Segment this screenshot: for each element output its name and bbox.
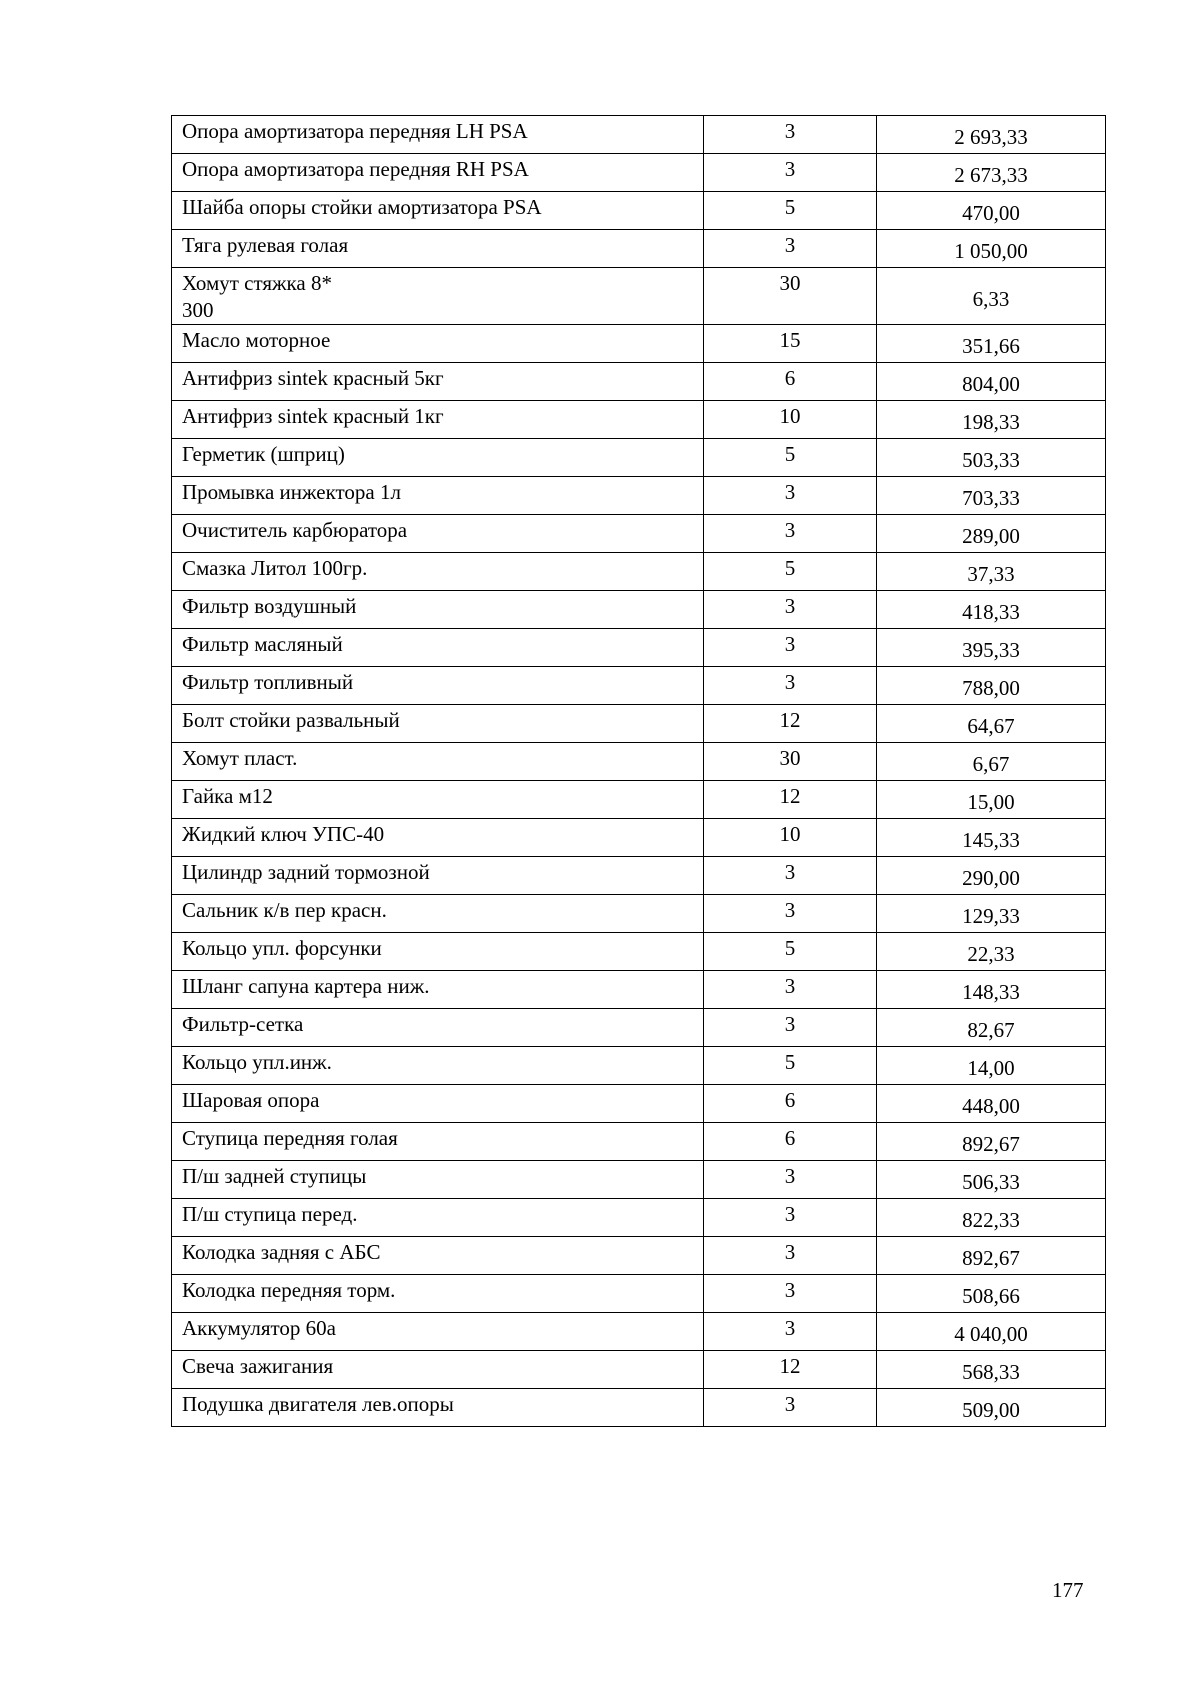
item-name-cell — [172, 1009, 704, 1047]
item-price: 892,67 — [877, 1237, 1106, 1275]
item-price: 509,00 — [877, 1389, 1106, 1427]
table-row — [172, 667, 1106, 705]
item-quantity: 5 — [704, 553, 877, 591]
item-price: 15,00 — [877, 781, 1106, 819]
item-quantity: 3 — [704, 667, 877, 705]
item-name: П/ш ступица перед. — [182, 1202, 358, 1226]
item-name: Шаровая опора — [182, 1088, 320, 1112]
item-name: Антифриз sintek красный 5кг — [182, 366, 444, 390]
item-name: Кольцо упл.инж. — [182, 1050, 332, 1074]
parts-table-body — [172, 116, 1106, 1427]
item-name-cell — [172, 895, 704, 933]
item-name-cell — [172, 401, 704, 439]
item-price: 503,33 — [877, 439, 1106, 477]
table-row — [172, 401, 1106, 439]
item-quantity: 3 — [704, 515, 877, 553]
table-row — [172, 895, 1106, 933]
table-row — [172, 1123, 1106, 1161]
item-price: 892,67 — [877, 1123, 1106, 1161]
item-name-cell — [172, 629, 704, 667]
item-quantity: 30 — [704, 743, 877, 781]
item-quantity: 3 — [704, 1275, 877, 1313]
item-name: Колодка задняя с АБС — [182, 1240, 381, 1264]
table-row — [172, 629, 1106, 667]
item-name: Масло моторное — [182, 328, 331, 352]
item-name-cell — [172, 1237, 704, 1275]
item-name: Колодка передняя торм. — [182, 1278, 396, 1302]
item-name: Опора амортизатора передняя RH PSA — [182, 157, 529, 181]
item-name: П/ш задней ступицы — [182, 1164, 367, 1188]
table-row — [172, 439, 1106, 477]
item-quantity: 6 — [704, 1123, 877, 1161]
table-row — [172, 1199, 1106, 1237]
item-name: Шланг сапуна картера ниж. — [182, 974, 430, 998]
table-row — [172, 230, 1106, 268]
table-row — [172, 515, 1106, 553]
item-quantity: 3 — [704, 1313, 877, 1351]
table-row — [172, 1009, 1106, 1047]
item-price: 395,33 — [877, 629, 1106, 667]
item-name: Кольцо упл. форсунки — [182, 936, 382, 960]
item-quantity: 3 — [704, 154, 877, 192]
item-price: 6,33 — [877, 268, 1106, 325]
item-quantity: 3 — [704, 1009, 877, 1047]
table-row — [172, 743, 1106, 781]
table-row — [172, 192, 1106, 230]
item-name-cell — [172, 439, 704, 477]
item-price: 4 040,00 — [877, 1313, 1106, 1351]
table-row — [172, 1237, 1106, 1275]
table-row — [172, 781, 1106, 819]
item-name-cell — [172, 553, 704, 591]
table-row — [172, 933, 1106, 971]
table-row — [172, 971, 1106, 1009]
table-row — [172, 705, 1106, 743]
item-name-cell — [172, 971, 704, 1009]
item-name-cell — [172, 363, 704, 401]
item-quantity: 3 — [704, 116, 877, 154]
item-name: Шайба опоры стойки амортизатора PSA — [182, 195, 542, 219]
item-price: 129,33 — [877, 895, 1106, 933]
item-name-cell — [172, 1389, 704, 1427]
item-price: 418,33 — [877, 591, 1106, 629]
table-row — [172, 1047, 1106, 1085]
item-quantity: 5 — [704, 933, 877, 971]
item-price: 290,00 — [877, 857, 1106, 895]
item-name: Промывка инжектора 1л — [182, 480, 401, 504]
table-row — [172, 1161, 1106, 1199]
item-price: 470,00 — [877, 192, 1106, 230]
item-name-cell — [172, 477, 704, 515]
item-name: Подушка двигателя лев.опоры — [182, 1392, 454, 1416]
item-price: 788,00 — [877, 667, 1106, 705]
item-name-cell — [172, 230, 704, 268]
item-quantity: 12 — [704, 1351, 877, 1389]
item-name: Опора амортизатора передняя LH PSA — [182, 119, 528, 143]
item-quantity: 10 — [704, 819, 877, 857]
table-row — [172, 363, 1106, 401]
item-name: Цилиндр задний тормозной — [182, 860, 430, 884]
item-price: 145,33 — [877, 819, 1106, 857]
item-price: 6,67 — [877, 743, 1106, 781]
item-name-cell — [172, 781, 704, 819]
item-name-cell — [172, 1351, 704, 1389]
item-quantity: 3 — [704, 895, 877, 933]
item-price: 198,33 — [877, 401, 1106, 439]
item-quantity: 3 — [704, 1199, 877, 1237]
item-quantity: 3 — [704, 857, 877, 895]
item-name-cell — [172, 1161, 704, 1199]
item-price: 822,33 — [877, 1199, 1106, 1237]
item-name: Сальник к/в пер красн. — [182, 898, 387, 922]
item-name: Антифриз sintek красный 1кг — [182, 404, 444, 428]
item-quantity: 5 — [704, 439, 877, 477]
item-price: 14,00 — [877, 1047, 1106, 1085]
item-name: Гайка м12 — [182, 784, 273, 808]
table-row — [172, 154, 1106, 192]
item-name: Аккумулятор 60а — [182, 1316, 336, 1340]
item-quantity: 30 — [704, 268, 877, 325]
item-price: 508,66 — [877, 1275, 1106, 1313]
item-price: 506,33 — [877, 1161, 1106, 1199]
item-name-cell — [172, 515, 704, 553]
page-number: 177 — [1052, 1578, 1084, 1602]
item-name-cell — [172, 667, 704, 705]
table-row — [172, 1389, 1106, 1427]
table-row — [172, 116, 1106, 154]
item-quantity: 3 — [704, 629, 877, 667]
item-quantity: 10 — [704, 401, 877, 439]
item-name-cell — [172, 857, 704, 895]
item-name: Смазка Литол 100гр. — [182, 556, 368, 580]
item-quantity: 12 — [704, 781, 877, 819]
item-quantity: 5 — [704, 192, 877, 230]
item-price: 148,33 — [877, 971, 1106, 1009]
item-name-cell — [172, 1275, 704, 1313]
item-name-cell — [172, 705, 704, 743]
table-row — [172, 325, 1106, 363]
table-row — [172, 591, 1106, 629]
item-name-cell — [172, 933, 704, 971]
item-name: Герметик (шприц) — [182, 442, 345, 466]
table-row — [172, 268, 1106, 325]
item-name: Фильтр воздушный — [182, 594, 357, 618]
item-name-cell — [172, 1085, 704, 1123]
item-price: 289,00 — [877, 515, 1106, 553]
table-row — [172, 1351, 1106, 1389]
item-name: Фильтр масляный — [182, 632, 343, 656]
item-name: Хомут стяжка 8* 300 — [182, 271, 333, 322]
item-name-cell — [172, 154, 704, 192]
item-price: 1 050,00 — [877, 230, 1106, 268]
item-name-cell — [172, 268, 704, 325]
item-quantity: 12 — [704, 705, 877, 743]
item-quantity: 3 — [704, 971, 877, 1009]
item-quantity: 3 — [704, 477, 877, 515]
item-quantity: 6 — [704, 1085, 877, 1123]
item-price: 804,00 — [877, 363, 1106, 401]
item-quantity: 6 — [704, 363, 877, 401]
table-row — [172, 1275, 1106, 1313]
item-name: Хомут пласт. — [182, 746, 298, 770]
item-name: Болт стойки развальный — [182, 708, 400, 732]
item-name-cell — [172, 1123, 704, 1161]
item-price: 82,67 — [877, 1009, 1106, 1047]
item-name-cell — [172, 116, 704, 154]
item-name-cell — [172, 819, 704, 857]
item-name: Свеча зажигания — [182, 1354, 334, 1378]
item-price: 22,33 — [877, 933, 1106, 971]
item-quantity: 3 — [704, 1161, 877, 1199]
item-price: 37,33 — [877, 553, 1106, 591]
item-price: 351,66 — [877, 325, 1106, 363]
item-name-cell — [172, 325, 704, 363]
item-name: Тяга рулевая голая — [182, 233, 349, 257]
item-name-cell — [172, 192, 704, 230]
item-name: Фильтр топливный — [182, 670, 354, 694]
item-name-cell — [172, 591, 704, 629]
item-quantity: 15 — [704, 325, 877, 363]
item-name-cell — [172, 1313, 704, 1351]
item-name-cell — [172, 1199, 704, 1237]
item-name-cell — [172, 1047, 704, 1085]
item-quantity: 3 — [704, 1389, 877, 1427]
item-quantity: 5 — [704, 1047, 877, 1085]
table-row — [172, 1085, 1106, 1123]
table-row — [172, 553, 1106, 591]
item-price: 448,00 — [877, 1085, 1106, 1123]
item-name: Очиститель карбюратора — [182, 518, 408, 542]
item-quantity: 3 — [704, 230, 877, 268]
item-price: 2 693,33 — [877, 116, 1106, 154]
item-name-cell — [172, 743, 704, 781]
table-row — [172, 819, 1106, 857]
item-price: 703,33 — [877, 477, 1106, 515]
item-price: 64,67 — [877, 705, 1106, 743]
item-quantity: 3 — [704, 1237, 877, 1275]
table-row — [172, 477, 1106, 515]
item-name: Жидкий ключ УПС-40 — [182, 822, 385, 846]
item-price: 568,33 — [877, 1351, 1106, 1389]
item-name: Ступица передняя голая — [182, 1126, 398, 1150]
item-name: Фильтр-сетка — [182, 1012, 304, 1036]
item-quantity: 3 — [704, 591, 877, 629]
item-price: 2 673,33 — [877, 154, 1106, 192]
table-row — [172, 1313, 1106, 1351]
parts-table — [171, 115, 1106, 1427]
table-row — [172, 857, 1106, 895]
